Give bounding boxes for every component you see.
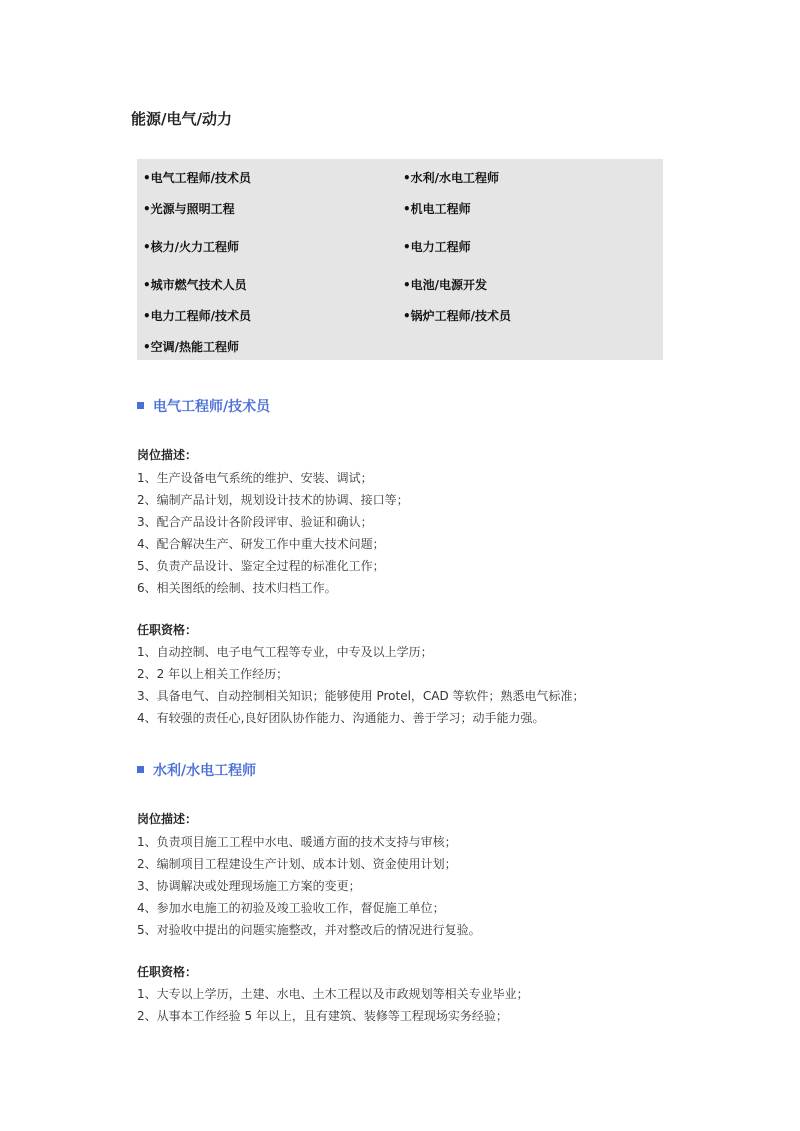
description-line: 6、相关图纸的绘制、技术归档工作。 — [137, 581, 337, 595]
category-index-box — [137, 159, 663, 360]
index-item-right[interactable]: •水利/水电工程师 — [403, 171, 500, 185]
description-line: 1、生产设备电气系统的维护、安装、调试； — [137, 471, 373, 485]
index-item-left[interactable]: •电气工程师/技术员 — [143, 171, 252, 185]
description-line: 1、负责项目施工工程中水电、暖通方面的技术支持与审核； — [137, 835, 457, 849]
requirements-label: 任职资格： — [137, 623, 198, 637]
index-item-left[interactable]: •光源与照明工程 — [143, 202, 235, 216]
index-item-right[interactable]: •锅炉工程师/技术员 — [403, 309, 512, 323]
index-item-right[interactable]: •电力工程师 — [403, 240, 471, 254]
requirement-line: 1、自动控制、电子电气工程等专业，中专及以上学历； — [137, 645, 433, 659]
requirements-label: 任职资格： — [137, 965, 198, 979]
job-description-label: 岗位描述： — [137, 812, 198, 826]
description-line: 4、参加水电施工的初验及竣工验收工作，督促施工单位； — [137, 901, 445, 915]
requirement-line: 4、有较强的责任心,良好团队协作能力、沟通能力、善于学习；动手能力强。 — [137, 711, 545, 725]
requirement-line: 1、大专以上学历，土建、水电、土木工程以及市政规划等相关专业毕业； — [137, 987, 529, 1001]
section-heading — [137, 396, 270, 416]
job-description-label: 岗位描述： — [137, 448, 198, 462]
requirement-line: 3、具备电气、自动控制相关知识；能够使用 Protel，CAD 等软件；熟悉电气标准； — [137, 689, 585, 703]
index-item-left[interactable]: •电力工程师/技术员 — [143, 309, 252, 323]
description-line: 4、配合解决生产、研发工作中重大技术问题； — [137, 537, 385, 551]
square-bullet-icon — [137, 766, 144, 773]
description-line: 2、编制项目工程建设生产计划、成本计划、资金使用计划； — [137, 857, 457, 871]
section-heading — [137, 760, 256, 780]
requirement-line: 2、从事本工作经验 5 年以上，且有建筑、装修等工程现场实务经验； — [137, 1009, 508, 1023]
index-item-right[interactable]: •电池/电源开发 — [403, 278, 488, 292]
requirement-line: 2、2 年以上相关工作经历； — [137, 667, 289, 681]
description-line: 5、对验收中提出的问题实施整改，并对整改后的情况进行复验。 — [137, 923, 481, 937]
description-line: 3、协调解决或处理现场施工方案的变更； — [137, 879, 361, 893]
index-item-right[interactable]: •机电工程师 — [403, 202, 471, 216]
description-line: 5、负责产品设计、鉴定全过程的标准化工作； — [137, 559, 385, 573]
index-item-left[interactable]: •城市燃气技术人员 — [143, 278, 247, 292]
index-item-left[interactable]: •空调/热能工程师 — [143, 340, 240, 354]
index-item-left[interactable]: •核力/火力工程师 — [143, 240, 240, 254]
description-line: 2、编制产品计划，规划设计技术的协调、接口等； — [137, 493, 409, 507]
description-line: 3、配合产品设计各阶段评审、验证和确认； — [137, 515, 373, 529]
page-title: 能源/电气/动力 — [131, 110, 232, 128]
section-heading-text: 电气工程师/技术员 — [153, 399, 271, 415]
square-bullet-icon — [137, 402, 144, 409]
section-heading-text: 水利/水电工程师 — [153, 763, 257, 779]
